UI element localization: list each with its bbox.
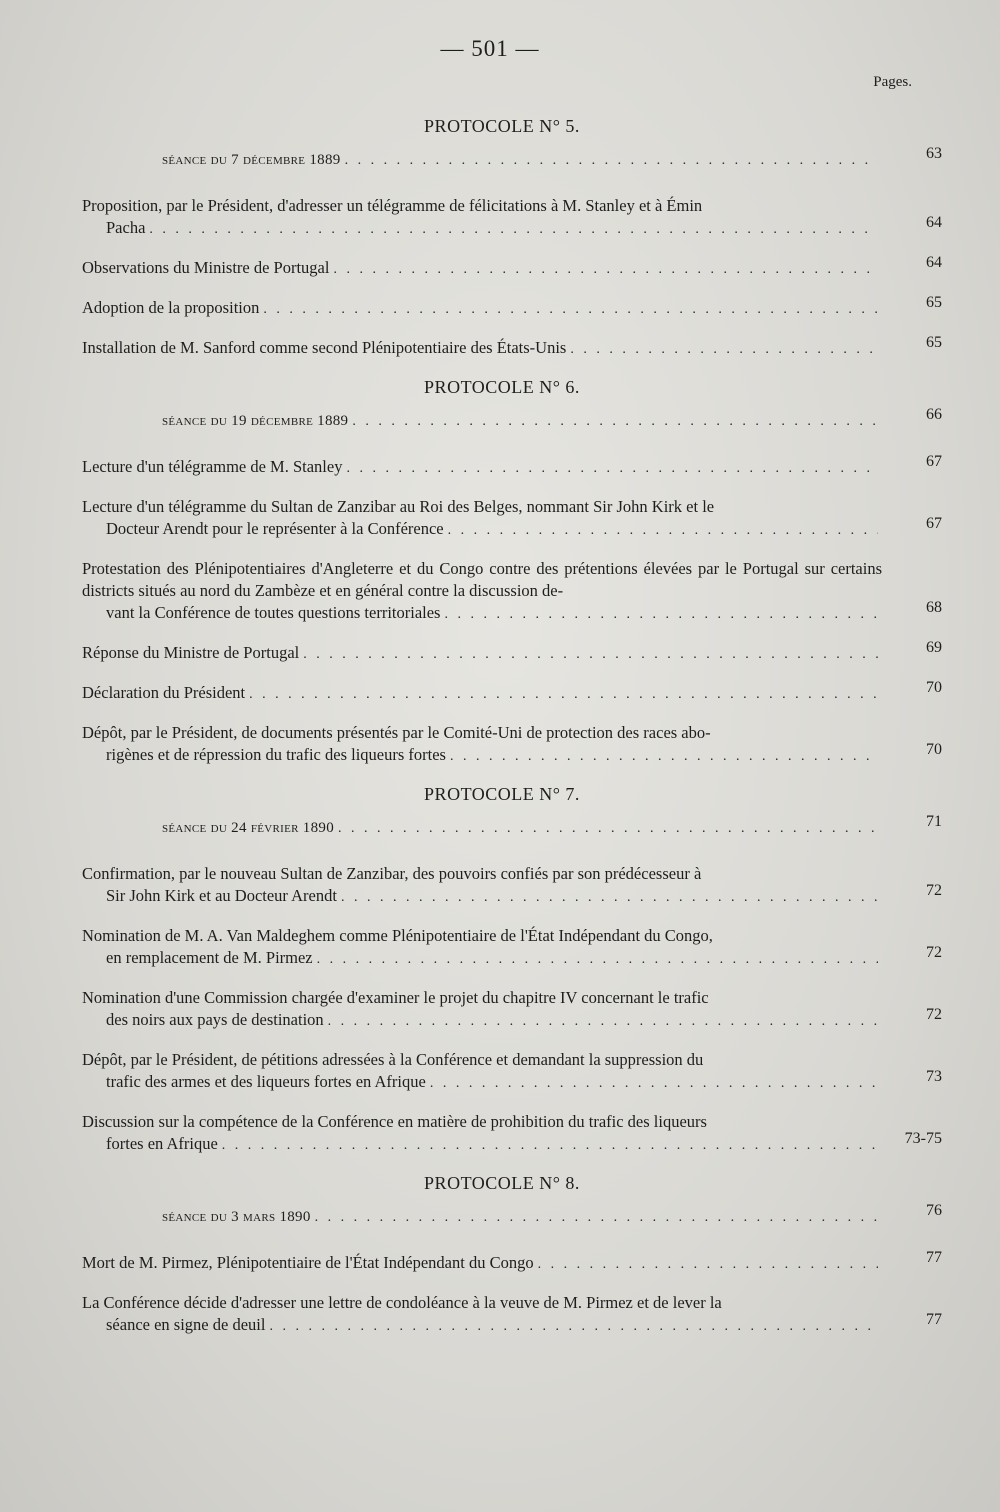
- page-reference: 65: [926, 334, 942, 351]
- entry-text: des noirs aux pays de destination: [106, 1010, 324, 1029]
- page-reference: 66: [926, 406, 942, 423]
- dot-leader: [303, 644, 878, 666]
- page-reference: 73-75: [904, 1130, 942, 1147]
- page-reference: 71: [926, 813, 942, 830]
- seance-date: séance du 3 mars 1890: [162, 1209, 311, 1225]
- seance-date: séance du 24 février 1890: [162, 820, 335, 836]
- protocol-section: [82, 1173, 942, 1338]
- seance-line: [82, 145, 942, 169]
- entry-line: [82, 1311, 942, 1338]
- entry-line: [82, 741, 942, 768]
- entry-text: Proposition, par le Président, d'adresser un télégramme de félicitations à M. Stanley et à Émin: [82, 196, 703, 215]
- entry-text: Discussion sur la compétence de la Conférence en matière de prohibition du trafic des liqueurs: [82, 1112, 707, 1131]
- entry-line: [82, 334, 942, 361]
- entry-line: [82, 294, 942, 321]
- entry-line: [82, 882, 942, 909]
- entry-text: Mort de M. Pirmez, Plénipotentiaire de l'État Indépendant du Congo: [82, 1253, 534, 1272]
- entry-text: Installation de M. Sanford comme second Plénipotentiaire des États-Unis: [82, 338, 567, 357]
- entry-line: [82, 639, 942, 666]
- entry-line: [82, 599, 942, 626]
- dot-leader: [338, 821, 878, 837]
- toc-entry: [82, 1111, 942, 1157]
- pages-column-label: Pages.: [873, 74, 912, 90]
- protocol-section: [82, 116, 942, 361]
- protocol-section: [82, 784, 942, 1157]
- toc-entry: [82, 1292, 942, 1338]
- entry-text: Lecture d'un télégramme de M. Stanley: [82, 457, 343, 476]
- dot-leader: [444, 604, 878, 626]
- dot-leader: [450, 746, 878, 768]
- page-reference: 64: [926, 214, 942, 231]
- entry-text: séance en signe de deuil: [106, 1315, 266, 1334]
- entry-text: en remplacement de M. Pirmez: [106, 948, 313, 967]
- page-reference: 67: [926, 453, 942, 470]
- toc-entry: [82, 334, 942, 361]
- page-reference: 72: [926, 1006, 942, 1023]
- toc-entry: [82, 987, 942, 1033]
- entry-text: Sir John Kirk et au Docteur Arendt: [106, 886, 337, 905]
- dot-leader: [222, 1135, 878, 1157]
- entry-line: [82, 944, 942, 971]
- protocol-title: PROTOCOLE N° 7.: [424, 784, 580, 804]
- page-number: — 501 —: [440, 36, 540, 61]
- toc-entry: [82, 294, 942, 321]
- toc-entry: [82, 925, 942, 971]
- dot-leader: [570, 339, 878, 361]
- entry-line: [82, 1068, 942, 1095]
- dot-leader: [333, 259, 878, 281]
- dot-leader: [346, 458, 878, 480]
- protocol-section: [82, 377, 942, 768]
- dot-leader: [430, 1073, 878, 1095]
- dot-leader: [448, 520, 878, 542]
- entry-text: Confirmation, par le nouveau Sultan de Zanzibar, des pouvoirs confiés par son prédécesseur à: [82, 864, 702, 883]
- dot-leader: [352, 414, 878, 430]
- dot-leader: [263, 299, 878, 321]
- entry-text: Réponse du Ministre de Portugal: [82, 643, 300, 662]
- entry-text: Adoption de la proposition: [82, 298, 260, 317]
- page-reference: 76: [926, 1202, 942, 1219]
- entry-text: trafic des armes et des liqueurs fortes en Afrique: [106, 1072, 426, 1091]
- protocol-title: PROTOCOLE N° 6.: [424, 377, 580, 397]
- entry-text: fortes en Afrique: [106, 1134, 218, 1153]
- protocol-title: PROTOCOLE N° 8.: [424, 1173, 580, 1193]
- dot-leader: [149, 219, 878, 241]
- entry-text: Dépôt, par le Président, de pétitions adressées à la Conférence et demandant la suppression du: [82, 1050, 704, 1069]
- toc-entry: [82, 863, 942, 909]
- seance-line: [82, 1202, 942, 1226]
- protocol-title: PROTOCOLE N° 5.: [424, 116, 580, 136]
- toc-entry: [82, 496, 942, 542]
- dot-leader: [315, 1210, 878, 1226]
- page-reference: 72: [926, 944, 942, 961]
- entry-line: [82, 214, 942, 241]
- entry-text: Nomination d'une Commission chargée d'examiner le projet du chapitre IV concernant le trafic: [82, 988, 709, 1007]
- page-reference: 77: [926, 1249, 942, 1266]
- seance-date: séance du 19 décembre 1889: [162, 413, 349, 429]
- seance-line: [82, 813, 942, 837]
- page-reference: 77: [926, 1311, 942, 1328]
- dot-leader: [269, 1316, 878, 1338]
- page-reference: 70: [926, 741, 942, 758]
- table-of-contents: [82, 110, 942, 1354]
- entry-line: [82, 1006, 942, 1033]
- entry-line: [82, 453, 942, 480]
- entry-text: Docteur Arendt pour le représenter à la Conférence: [106, 519, 444, 538]
- dot-leader: [345, 153, 878, 169]
- page-reference: 65: [926, 294, 942, 311]
- entry-text: Déclaration du Président: [82, 683, 246, 702]
- entry-line: [82, 254, 942, 281]
- toc-entry: [82, 722, 942, 768]
- entry-text: Dépôt, par le Président, de documents présentés par le Comité-Uni de protection des races abo-: [82, 723, 711, 742]
- dot-leader: [317, 949, 878, 971]
- entry-text: rigènes et de répression du trafic des liqueurs fortes: [106, 745, 446, 764]
- entry-line: [82, 1130, 942, 1157]
- entry-line: [82, 515, 942, 542]
- page-reference: 72: [926, 882, 942, 899]
- dot-leader: [249, 684, 878, 706]
- entry-text: Observations du Ministre de Portugal: [82, 258, 330, 277]
- page-reference: 73: [926, 1068, 942, 1085]
- toc-entry: [82, 558, 942, 626]
- entry-text: Protestation des Plénipotentiaires d'Angleterre et du Congo contre des prétentions élevées par le Portugal sur certains districts situés au nord du Zambèze et en général contre la discussion de-: [82, 559, 882, 600]
- entry-text: La Conférence décide d'adresser une lettre de condoléance à la veuve de M. Pirmez et de lever la: [82, 1293, 722, 1312]
- page-reference: 68: [926, 599, 942, 616]
- seance-date: séance du 7 décembre 1889: [162, 152, 341, 168]
- dot-leader: [341, 887, 878, 909]
- seance-line: [82, 406, 942, 430]
- toc-entry: [82, 254, 942, 281]
- page-reference: 69: [926, 639, 942, 656]
- entry-text: Nomination de M. A. Van Maldeghem comme Plénipotentiaire de l'État Indépendant du Congo,: [82, 926, 713, 945]
- page-reference: 63: [926, 145, 942, 162]
- entry-text: vant la Conférence de toutes questions territoriales: [106, 603, 441, 622]
- entry-line: [82, 679, 942, 706]
- page-reference: 64: [926, 254, 942, 271]
- dot-leader: [328, 1011, 878, 1033]
- toc-entry: [82, 453, 942, 480]
- page-reference: 67: [926, 515, 942, 532]
- entry-text: Pacha: [106, 218, 146, 237]
- toc-entry: [82, 679, 942, 706]
- entry-text: Lecture d'un télégramme du Sultan de Zanzibar au Roi des Belges, nommant Sir John Kirk et le: [82, 497, 715, 516]
- toc-entry: [82, 1249, 942, 1276]
- dot-leader: [538, 1254, 878, 1276]
- toc-entry: [82, 639, 942, 666]
- page-reference: 70: [926, 679, 942, 696]
- toc-entry: [82, 1049, 942, 1095]
- entry-line: [82, 1249, 942, 1276]
- toc-entry: [82, 195, 942, 241]
